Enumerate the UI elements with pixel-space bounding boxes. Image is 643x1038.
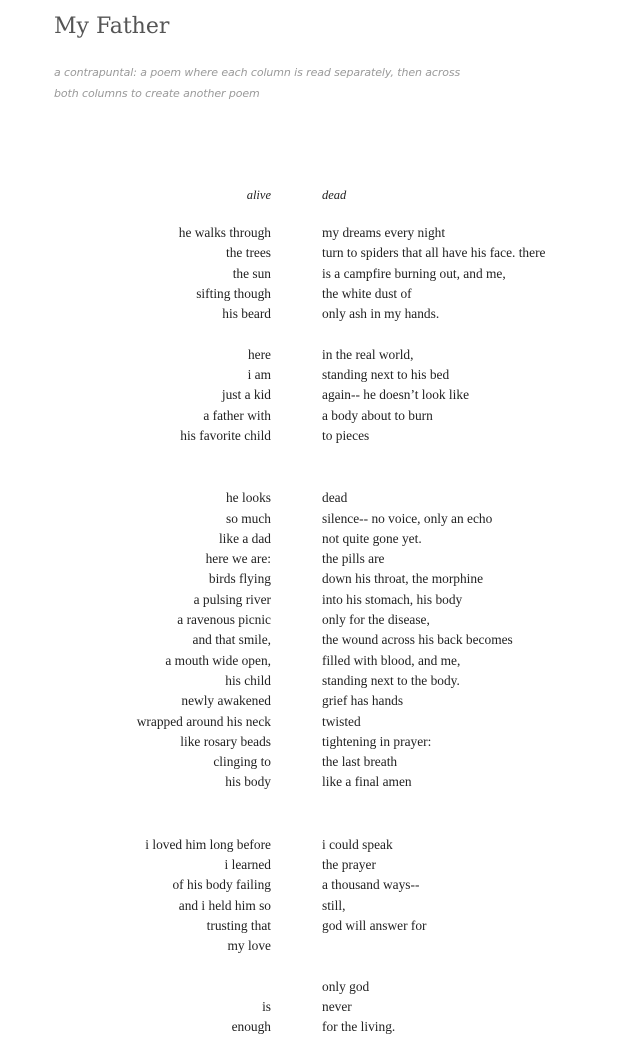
stanza (0, 223, 643, 324)
poem-line (0, 365, 643, 385)
line-left: i learned (224, 857, 271, 873)
line-right: to pieces (322, 427, 370, 443)
poem-line (0, 509, 643, 529)
stanza (0, 835, 643, 1038)
stanza-gap (0, 793, 643, 835)
line-right: silence-- no voice, only an echo (322, 510, 493, 526)
poem-line (0, 284, 643, 304)
column-header-alive: alive (246, 188, 271, 202)
line-left: and i held him so (178, 897, 271, 913)
column-header-dead: dead (322, 188, 347, 202)
poem-line (0, 977, 643, 997)
line-left: birds flying (208, 571, 271, 587)
line-left: my love (227, 938, 271, 954)
stanza-gap (0, 206, 643, 223)
line-right: like a final amen (322, 774, 412, 790)
poem-line (0, 610, 643, 630)
line-left: trusting that (206, 917, 271, 933)
line-left: of his body failing (172, 877, 271, 893)
stanza-gap (0, 446, 643, 488)
poem-body (0, 184, 643, 1038)
line-right: not quite gone yet. (322, 530, 422, 546)
poem-line (0, 590, 643, 610)
poem-line (0, 896, 643, 916)
line-left: a mouth wide open, (165, 652, 271, 668)
line-right: only god (322, 978, 370, 994)
line-left: a ravenous picnic (177, 612, 271, 628)
line-right: the wound across his back becomes (322, 632, 513, 648)
line-right: turn to spiders that all have his face. there (322, 245, 546, 261)
line-right: tightening in prayer: (322, 733, 432, 749)
poem-line (0, 345, 643, 365)
poem-line (0, 651, 643, 671)
poem-line (0, 752, 643, 772)
poem-line (0, 772, 643, 792)
line-left: his child (225, 672, 271, 688)
line-right: i could speak (322, 836, 393, 852)
line-left: the trees (226, 245, 271, 261)
line-right: down his throat, the morphine (322, 571, 484, 587)
line-right: dead (322, 490, 348, 506)
line-right: is a campfire burning out, and me, (322, 265, 506, 281)
line-left: newly awakened (181, 693, 271, 709)
line-left: the sun (232, 265, 271, 281)
line-right: god will answer for (322, 917, 427, 933)
line-right: again-- he doesn’t look like (322, 387, 470, 403)
line-right: the pills are (322, 551, 385, 567)
line-right: the white dust of (322, 285, 412, 301)
poem-line (0, 304, 643, 324)
poem-line (0, 243, 643, 263)
line-left: enough (231, 1019, 271, 1035)
line-left: so much (225, 510, 271, 526)
poem-subtitle: a contrapuntal: a poem where each column is read separately, then across both columns to create another poem (54, 66, 461, 100)
line-left: a pulsing river (193, 591, 271, 607)
line-left: like a dad (218, 530, 271, 546)
stanza-gap (0, 324, 643, 344)
poem-line (0, 406, 643, 426)
line-left (0, 977, 271, 997)
line-gap (0, 957, 643, 977)
line-right: grief has hands (322, 693, 404, 709)
line-right: only ash in my hands. (322, 306, 440, 322)
line-right: into his stomach, his body (322, 591, 463, 607)
poem-line (0, 549, 643, 569)
line-right: only for the disease, (322, 612, 430, 628)
poem-line (0, 732, 643, 752)
poem-line (0, 997, 643, 1017)
poem-line (0, 691, 643, 711)
line-left: and that smile, (192, 632, 271, 648)
line-left: he walks through (178, 225, 271, 240)
line-left: clinging to (213, 754, 271, 770)
poem-line (0, 488, 643, 508)
line-right: my dreams every night (322, 225, 446, 240)
line-right: twisted (322, 713, 361, 729)
poem-line (0, 916, 643, 936)
poem-line (0, 569, 643, 589)
line-right: still, (322, 897, 346, 913)
line-left: sifting though (196, 285, 271, 301)
poem-line (0, 1017, 643, 1037)
line-right: for the living. (322, 1019, 396, 1035)
poem-line (0, 855, 643, 875)
line-right: the last breath (322, 754, 398, 770)
line-left: i loved him long before (145, 836, 271, 852)
line-left: his body (225, 774, 271, 790)
line-left: he looks (225, 490, 271, 506)
line-left: wrapped around his neck (136, 713, 271, 729)
poem-title: My Father (54, 14, 170, 39)
line-right: filled with blood, and me, (322, 652, 461, 668)
line-left: his favorite child (180, 427, 271, 443)
line-left: a father with (203, 407, 271, 423)
line-left: here (247, 346, 271, 362)
poem-line (0, 712, 643, 732)
line-right: in the real world, (322, 346, 414, 362)
line-left: here we are: (205, 551, 271, 567)
line-left: just a kid (221, 387, 271, 403)
line-right: the prayer (322, 857, 376, 873)
poem-line (0, 936, 643, 956)
poem-line (0, 264, 643, 284)
line-right: a thousand ways-- (322, 877, 420, 893)
line-right: a body about to burn (322, 407, 433, 423)
poem-line (0, 835, 643, 855)
line-left: is (262, 999, 271, 1015)
line-left: his beard (222, 306, 271, 322)
line-right: standing next to his bed (322, 367, 450, 383)
poem-line (0, 385, 643, 405)
poem-line (0, 875, 643, 895)
stanza (0, 488, 643, 792)
poem-line (0, 223, 643, 243)
poem-line (0, 426, 643, 446)
column-headers (0, 184, 643, 206)
poem-line (0, 630, 643, 650)
poem-line (0, 529, 643, 549)
line-left: i am (247, 367, 271, 383)
line-right: never (322, 999, 352, 1015)
line-left: like rosary beads (180, 733, 271, 749)
poem-line (0, 671, 643, 691)
line-right: standing next to the body. (322, 672, 460, 688)
stanza (0, 345, 643, 446)
